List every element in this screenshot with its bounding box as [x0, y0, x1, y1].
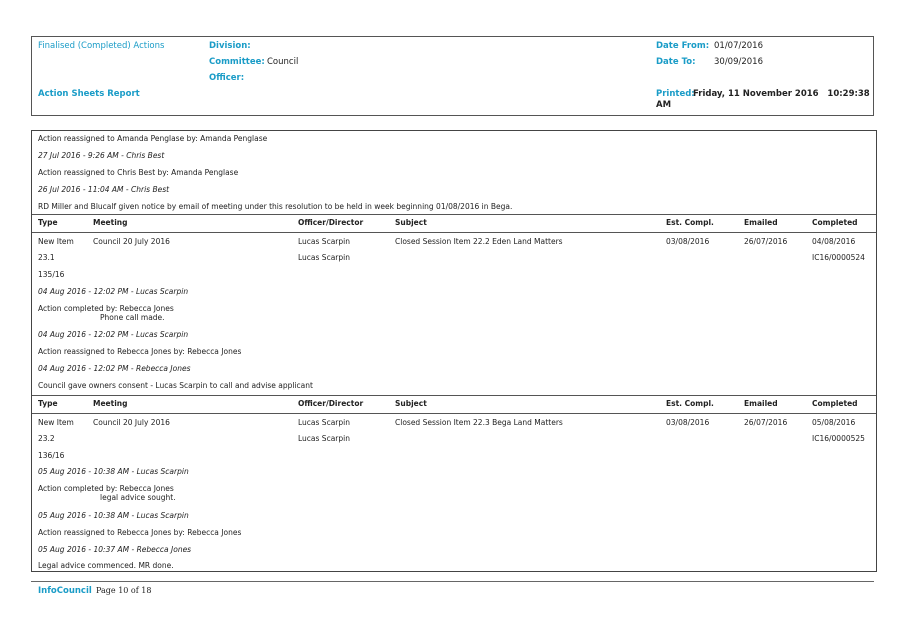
footer-divider — [31, 581, 874, 582]
log-entry: Action completed by: Rebecca Jones — [38, 304, 174, 313]
printed-value: Friday, 11 November 2016 10:29:38 — [693, 89, 870, 99]
log-entry: Legal advice commenced. MR done. — [38, 561, 174, 570]
col-est-compl: Est. Compl. — [666, 218, 714, 227]
printed-label: Printed: — [656, 89, 695, 99]
item-est-compl: 03/08/2016 — [666, 237, 710, 246]
date-to-value: 30/09/2016 — [714, 57, 763, 67]
divider — [32, 214, 876, 215]
col-completed: Completed — [812, 218, 858, 227]
item-subject: Closed Session Item 22.3 Bega Land Matters — [395, 418, 563, 427]
item-subject: Closed Session Item 22.2 Eden Land Matters — [395, 237, 563, 246]
col-completed: Completed — [812, 399, 858, 408]
report-type: Finalised (Completed) Actions — [38, 41, 165, 51]
item-completed: 05/08/2016 — [812, 418, 856, 427]
report-title: Action Sheets Report — [38, 89, 140, 99]
item-officer-secondary: Lucas Scarpin — [298, 434, 350, 443]
item-reference: IC16/0000525 — [812, 434, 865, 443]
item-officer: Lucas Scarpin — [298, 237, 350, 246]
log-entry: Action reassigned to Rebecca Jones by: Rebecca Jones — [38, 528, 242, 537]
intro-line: Action reassigned to Chris Best by: Amanda Penglase — [38, 168, 239, 177]
intro-line: 27 Jul 2016 - 9:26 AM - Chris Best — [38, 151, 165, 160]
col-type: Type — [38, 399, 58, 408]
log-entry: 04 Aug 2016 - 12:02 PM - Lucas Scarpin — [38, 330, 189, 339]
report-header — [31, 36, 874, 116]
log-entry: Action reassigned to Rebecca Jones by: Rebecca Jones — [38, 347, 242, 356]
log-entry: Action completed by: Rebecca Jones — [38, 484, 174, 493]
col-emailed: Emailed — [744, 218, 778, 227]
divider — [32, 413, 876, 414]
intro-line: 26 Jul 2016 - 11:04 AM - Chris Best — [38, 185, 170, 194]
divider — [32, 395, 876, 396]
log-entry-detail: legal advice sought. — [100, 493, 176, 502]
date-from-label: Date From: — [656, 41, 710, 51]
item-type: New Item — [38, 418, 74, 427]
intro-line: Action reassigned to Amanda Penglase by: Amanda Penglase — [38, 134, 268, 143]
item-completed: 04/08/2016 — [812, 237, 856, 246]
log-entry: Council gave owners consent - Lucas Scarpin to call and advise applicant — [38, 381, 313, 390]
item-number: 23.2 — [38, 434, 55, 443]
item-emailed: 26/07/2016 — [744, 418, 788, 427]
col-emailed: Emailed — [744, 399, 778, 408]
item-resolution: 135/16 — [38, 270, 65, 279]
footer-page: Page 10 of 18 — [96, 586, 152, 595]
item-meeting: Council 20 July 2016 — [93, 418, 170, 427]
item-officer: Lucas Scarpin — [298, 418, 350, 427]
division-label: Division: — [209, 41, 251, 51]
col-subject: Subject — [395, 218, 427, 227]
item-officer-secondary: Lucas Scarpin — [298, 253, 350, 262]
log-entry: 05 Aug 2016 - 10:37 AM - Rebecca Jones — [38, 545, 192, 554]
divider — [32, 232, 876, 233]
col-meeting: Meeting — [93, 218, 128, 227]
col-subject: Subject — [395, 399, 427, 408]
officer-label: Officer: — [209, 73, 245, 83]
date-from-value: 01/07/2016 — [714, 41, 763, 51]
printed-ampm: AM — [656, 100, 672, 110]
log-entry: 04 Aug 2016 - 12:02 PM - Lucas Scarpin — [38, 287, 189, 296]
item-resolution: 136/16 — [38, 451, 65, 460]
item-emailed: 26/07/2016 — [744, 237, 788, 246]
committee-value: Council — [267, 57, 299, 67]
col-officer: Officer/Director — [298, 218, 364, 227]
col-est-compl: Est. Compl. — [666, 399, 714, 408]
committee-label: Committee: — [209, 57, 265, 67]
date-to-label: Date To: — [656, 57, 696, 67]
log-entry: 04 Aug 2016 - 12:02 PM - Rebecca Jones — [38, 364, 191, 373]
item-est-compl: 03/08/2016 — [666, 418, 710, 427]
item-meeting: Council 20 July 2016 — [93, 237, 170, 246]
item-reference: IC16/0000524 — [812, 253, 865, 262]
actions-table — [31, 130, 877, 572]
footer-brand: InfoCouncil — [38, 586, 92, 596]
item-number: 23.1 — [38, 253, 55, 262]
log-entry-detail: Phone call made. — [100, 313, 165, 322]
col-officer: Officer/Director — [298, 399, 364, 408]
log-entry: 05 Aug 2016 - 10:38 AM - Lucas Scarpin — [38, 511, 189, 520]
log-entry: 05 Aug 2016 - 10:38 AM - Lucas Scarpin — [38, 467, 189, 476]
intro-line: RD Miller and Blucalf given notice by email of meeting under this resolution to be held in week beginning 01/08/2016 in Bega. — [38, 202, 513, 211]
col-meeting: Meeting — [93, 399, 128, 408]
col-type: Type — [38, 218, 58, 227]
item-type: New Item — [38, 237, 74, 246]
